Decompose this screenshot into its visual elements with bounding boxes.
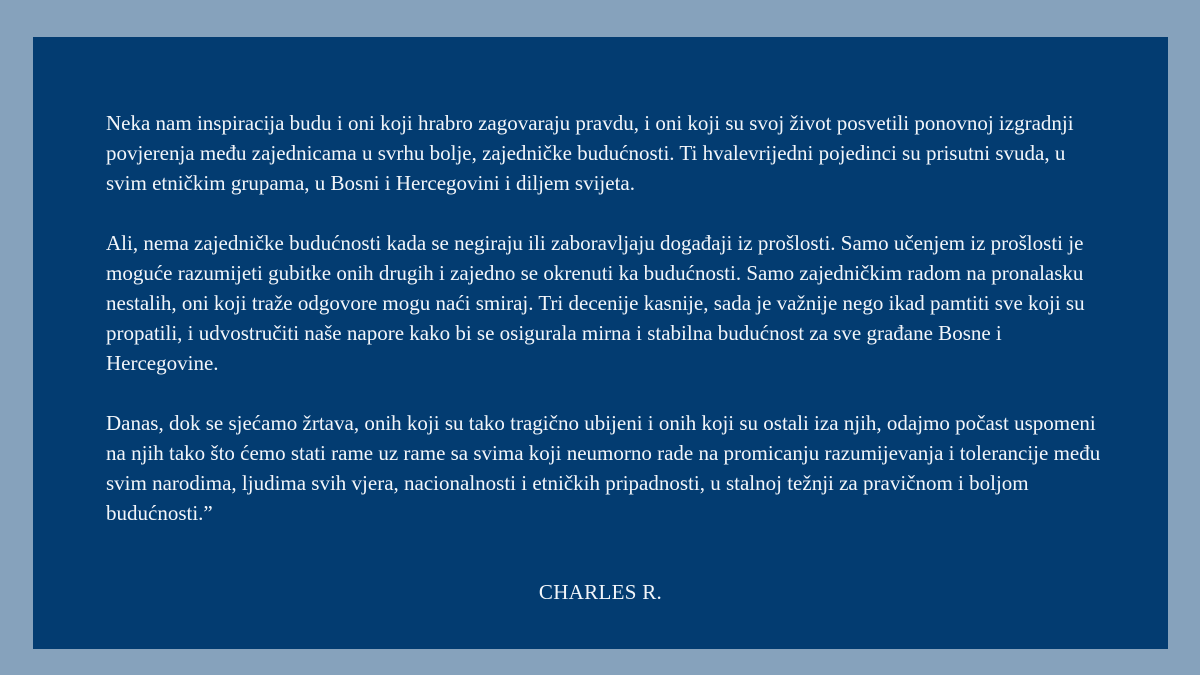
quote-paragraph-3: Danas, dok se sjećamo žrtava, onih koji su tako tragično ubijeni i onih koji su ostali iza njih, odajmo počast uspomeni na njih tako što ćemo stati rame uz rame sa svima koji neumorno rade na promicanju razumijevanja i tolerancije među svim narodima, ljudima svih vjera, nacionalnosti i etničkih pripadnosti, u stalnoj težnji za pravičnom i boljom budućnosti.” bbox=[106, 411, 1101, 525]
quote-paragraph-1: Neka nam inspiracija budu i oni koji hrabro zagovaraju pravdu, i oni koji su svoj život posvetili ponovnoj izgradnji povjerenja među zajednicama u svrhu bolje, zajedničke budućnosti. Ti hvalevrijedni pojedinci su prisutni svuda, u svim etničkim grupama, u Bosni i Hercegovini i diljem svijeta. bbox=[106, 111, 1074, 195]
quote-panel bbox=[33, 37, 1168, 649]
quote-signature: CHARLES R. bbox=[538, 580, 663, 604]
quote-paragraph-2: Ali, nema zajedničke budućnosti kada se negiraju ili zaboravljaju događaji iz prošlosti. Samo učenjem iz prošlosti je moguće razumijeti gubitke onih drugih i zajedno se okrenuti ka budućnosti. Samo zajedničkim radom na pronalasku nestalih, oni koji traže odgovore mogu naći smiraj. Tri decenije kasnije, sada je važnije nego ikad pamtiti sve koji su propatili, i udvostručiti naše napore kako bi se osigurala mirna i stabilna budućnost za sve građane Bosne i Hercegovine. bbox=[106, 231, 1085, 375]
quote-text bbox=[106, 108, 1106, 558]
